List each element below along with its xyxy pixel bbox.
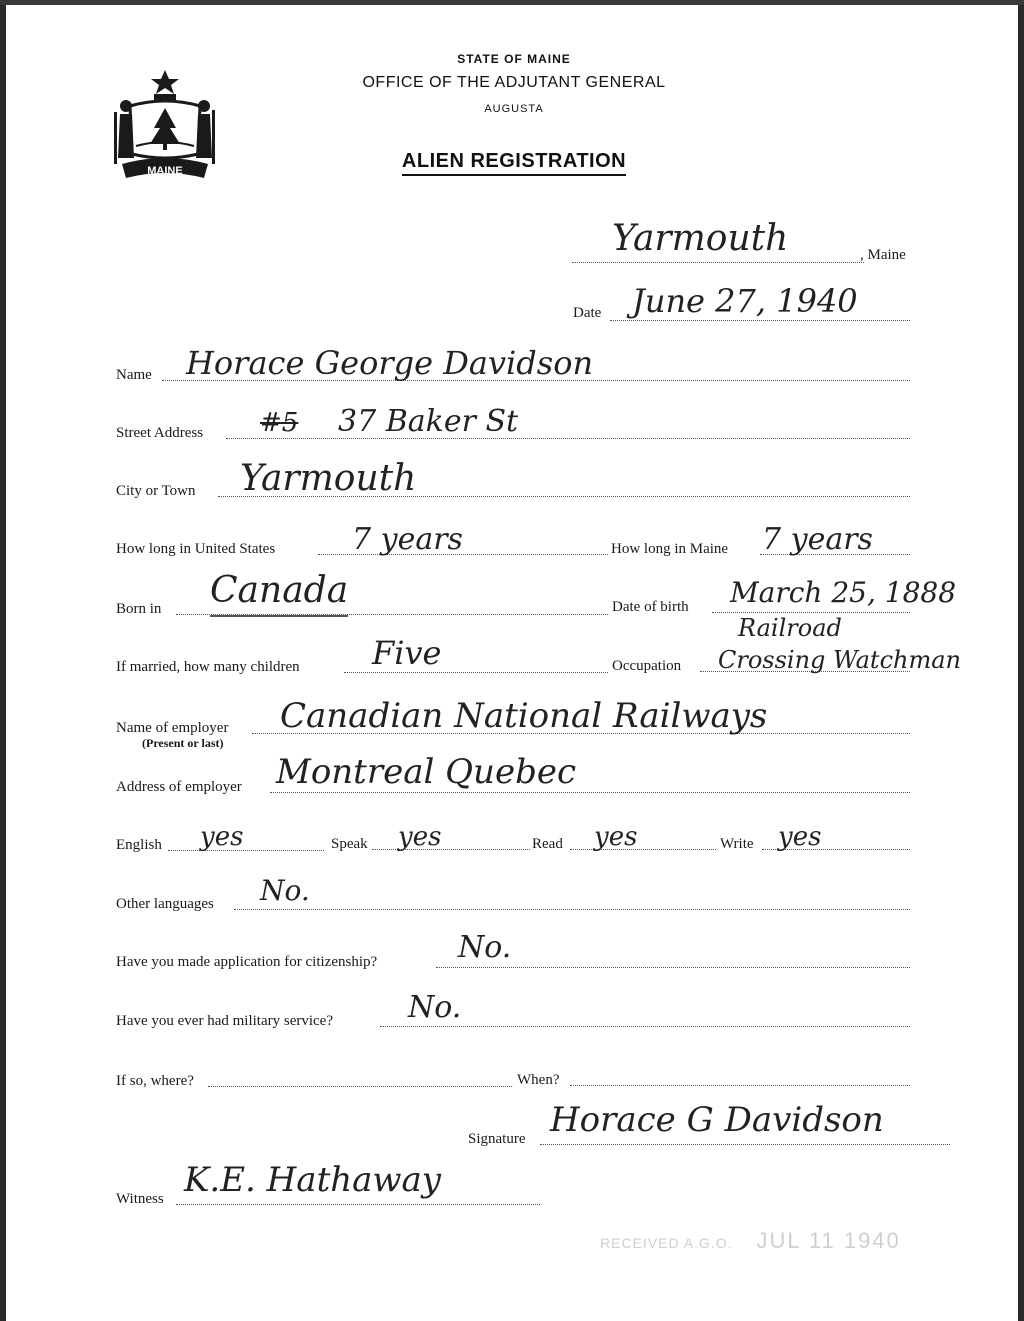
name-label: Name xyxy=(116,367,152,383)
street-struck-value: #5 xyxy=(260,408,299,438)
employer-sublabel: (Present or last) xyxy=(142,736,224,750)
street-address-line xyxy=(226,438,910,439)
english-label: English xyxy=(116,837,162,853)
read-line xyxy=(570,849,716,850)
date-line xyxy=(610,320,910,321)
employer-label: Name of employer xyxy=(116,720,229,736)
born-in-label: Born in xyxy=(116,601,162,617)
other-languages-label: Other languages xyxy=(116,896,214,912)
state-heading: STATE OF MAINE xyxy=(457,52,571,66)
city-value: Yarmouth xyxy=(240,458,417,499)
birth-date-line xyxy=(712,612,910,613)
date-label: Date xyxy=(573,305,602,321)
when-line xyxy=(570,1085,910,1086)
military-label: Have you ever had military service? xyxy=(116,1013,333,1029)
write-label: Write xyxy=(720,836,754,852)
received-stamp xyxy=(600,1228,901,1254)
english-line xyxy=(168,850,324,851)
children-value: Five xyxy=(372,634,442,672)
city-heading: AUGUSTA xyxy=(484,103,544,115)
form-title xyxy=(0,150,1024,173)
scan-edge-right xyxy=(1018,0,1024,1321)
write-value: yes xyxy=(778,822,822,852)
scan-edge-top xyxy=(0,0,1024,5)
when-label: When? xyxy=(517,1072,560,1088)
street-address-label: Street Address xyxy=(116,425,204,441)
witness-line xyxy=(176,1204,540,1205)
employer-address-line xyxy=(270,792,910,793)
occupation-value-line1: Railroad xyxy=(738,614,842,642)
children-line xyxy=(344,672,608,673)
other-languages-line xyxy=(234,909,910,910)
years-us-label: How long in United States xyxy=(116,541,276,557)
citizenship-label: Have you made application for citizenship? xyxy=(116,954,378,970)
date-value: June 27, 1940 xyxy=(632,282,858,320)
other-languages-value: No. xyxy=(260,874,310,907)
signature-value: Horace G Davidson xyxy=(550,1100,884,1140)
stamp-received-text: RECEIVED A.G.O. xyxy=(600,1235,733,1251)
born-in-value: Canada xyxy=(210,570,348,617)
birth-date-label: Date of birth xyxy=(612,599,689,615)
town-line xyxy=(572,262,864,263)
if-so-where-label: If so, where? xyxy=(116,1073,194,1089)
years-maine-label: How long in Maine xyxy=(611,541,729,557)
signature-label: Signature xyxy=(468,1131,526,1147)
office-heading: OFFICE OF THE ADJUTANT GENERAL xyxy=(362,74,666,91)
signature-line xyxy=(540,1144,950,1145)
city-label: City or Town xyxy=(116,483,196,499)
town-value: Yarmouth xyxy=(612,218,789,259)
maine-suffix-label: , Maine xyxy=(860,247,906,263)
if-so-where-line xyxy=(208,1086,512,1087)
employer-address-value: Montreal Quebec xyxy=(276,752,576,792)
witness-label: Witness xyxy=(116,1191,164,1207)
read-label: Read xyxy=(532,836,563,852)
svg-text:MAINE: MAINE xyxy=(147,165,183,177)
years-us-value: 7 years xyxy=(352,522,463,557)
name-value: Horace George Davidson xyxy=(186,344,594,382)
street-address-value: 37 Baker St xyxy=(338,404,519,439)
military-value: No. xyxy=(408,990,462,1025)
speak-value: yes xyxy=(398,822,442,852)
citizenship-line xyxy=(436,967,910,968)
read-value: yes xyxy=(594,822,638,852)
witness-value: K.E. Hathaway xyxy=(184,1160,441,1200)
speak-label: Speak xyxy=(331,836,368,852)
birth-date-value: March 25, 1888 xyxy=(730,576,957,609)
occupation-label: Occupation xyxy=(612,658,682,674)
employer-value: Canadian National Railways xyxy=(280,696,768,736)
scan-edge-left xyxy=(0,0,6,1321)
english-value: yes xyxy=(200,822,244,852)
form-title-text: ALIEN REGISTRATION xyxy=(402,150,626,176)
years-maine-value: 7 years xyxy=(762,522,873,557)
stamp-date-text: JUL 11 1940 xyxy=(756,1228,901,1253)
children-label: If married, how many children xyxy=(116,659,300,675)
occupation-value-line2: Crossing Watchman xyxy=(718,646,961,674)
citizenship-value: No. xyxy=(458,930,512,965)
employer-address-label: Address of employer xyxy=(116,779,242,795)
speak-line xyxy=(372,849,530,850)
military-line xyxy=(380,1026,910,1027)
